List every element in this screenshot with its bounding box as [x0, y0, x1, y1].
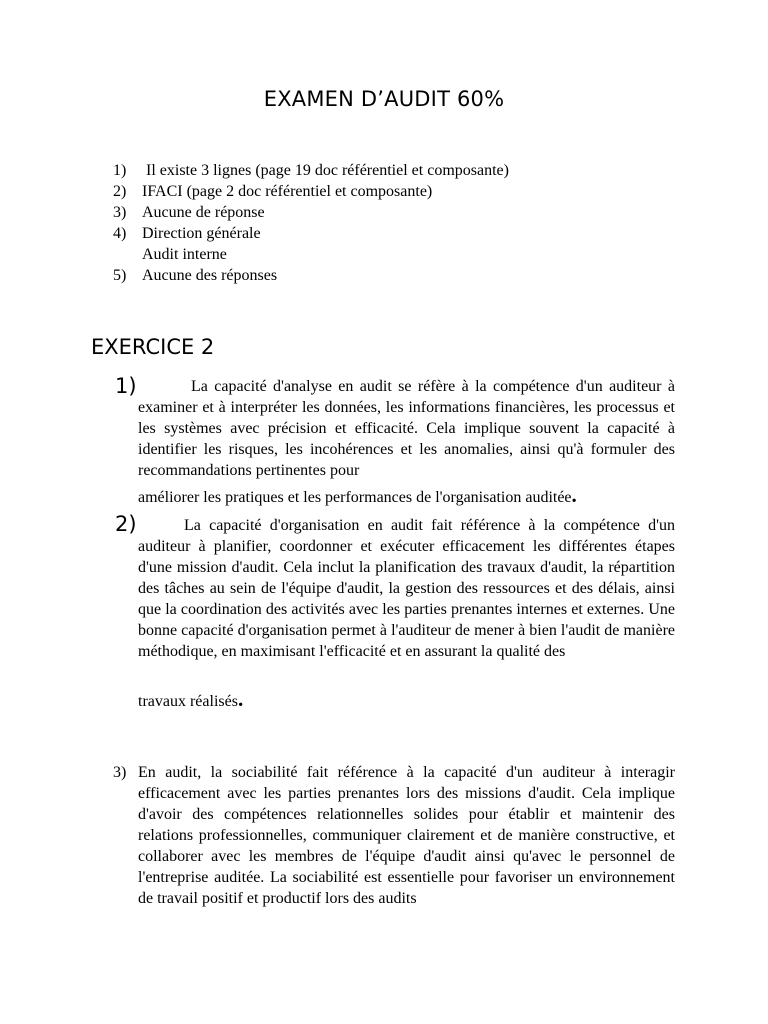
- list-item: [113, 181, 673, 202]
- list-item: [113, 223, 673, 244]
- list-item-number: 2): [113, 183, 127, 200]
- list-item-text: Il existe 3 lignes (page 19 doc référentiel et composante): [146, 162, 509, 179]
- end-mark: .: [571, 483, 577, 507]
- item-paragraph: [138, 376, 675, 481]
- list-item-continuation: [113, 244, 673, 265]
- list-item-number: 4): [113, 225, 127, 242]
- list-item-text: Aucune des réponses: [142, 267, 278, 284]
- item-number: 2): [115, 512, 137, 536]
- item-last-line: [138, 689, 675, 712]
- exercise2-heading: EXERCICE 2: [91, 335, 215, 359]
- item-text-end: travaux réalisés: [138, 693, 238, 710]
- item-paragraph: [138, 515, 675, 662]
- item-paragraph: [138, 762, 675, 909]
- list-item-number: 1): [113, 162, 127, 179]
- list-item: [113, 160, 673, 181]
- item-text-end: améliorer les pratiques et les performances de l'organisation auditée: [138, 489, 572, 506]
- list-item: [113, 202, 673, 223]
- list-item-text: Direction générale: [142, 225, 261, 242]
- item-text: En audit, la sociabilité fait référence à la capacité d'un auditeur à interagir efficacement avec les parties prenantes lors des missions d'audit. Cela implique d'avoir des compétences relationnelles solides pour établir et maintenir des relations professionnelles, communiquer clairement et de manière constructive, et collaborer avec les membres de l'équipe d'audit ainsi qu'avec le personnel de l'entreprise auditée. La sociabilité est essentielle pour favoriser un environnement de travail positif et productif lors des audits: [138, 764, 675, 907]
- item-number: 3): [113, 764, 127, 781]
- item-text: La capacité d'analyse en audit se réfère à la compétence d'un auditeur à examiner et à interpréter les données, les informations financières, les processus et les systèmes avec précision et efficacité. Cela implique souvent la capacité à identifier les risques, les incohérences et les anomalies, ainsi qu'à formuler des recommandations pertinentes pour: [138, 378, 675, 479]
- item-last-line: [138, 485, 675, 508]
- end-mark: .: [237, 687, 244, 711]
- item-number: 1): [115, 374, 137, 398]
- list-item-number: 3): [113, 204, 127, 221]
- list-item-text: IFACI (page 2 doc référentiel et composante): [142, 183, 433, 200]
- list-item: [113, 265, 673, 286]
- list-item-text: Aucune de réponse: [142, 204, 265, 221]
- item-text: La capacité d'organisation en audit fait référence à la compétence d'un auditeur à planifier, coordonner et exécuter efficacement les différentes étapes d'une mission d'audit. Cela inclut la planification des travaux d'audit, la répartition des tâches au sein de l'équipe d'audit, la gestion des ressources et des délais, ainsi que la coordination des activités avec les parties prenantes internes et externes. Une bonne capacité d'organisation permet à l'auditeur de mener à bien l'audit de manière méthodique, en maximisant l'efficacité et en assurant la qualité des: [138, 517, 675, 660]
- exercise1-answer-list: [113, 160, 673, 286]
- list-item-text: Audit interne: [142, 246, 227, 263]
- document-title: EXAMEN D’AUDIT 60%: [263, 87, 505, 111]
- list-item-number: 5): [113, 267, 127, 284]
